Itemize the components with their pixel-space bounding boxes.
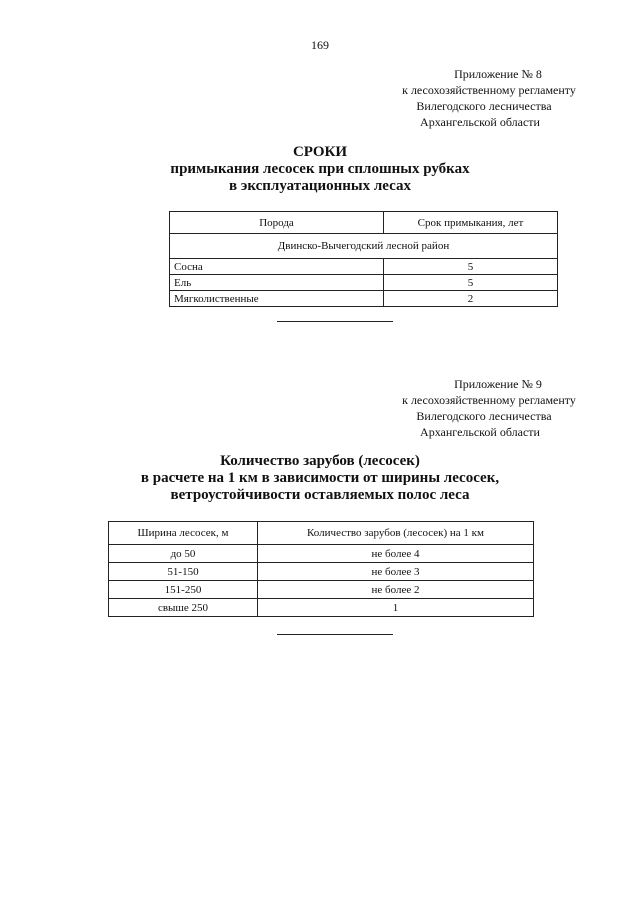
header-adjacency-period: Срок примыкания, лет: [384, 212, 558, 234]
header-species: Порода: [170, 212, 384, 234]
section-2-title: [0, 453, 640, 504]
region-name: Двинско-Вычегодский лесной район: [170, 234, 558, 259]
section-2-title-line-2: в расчете на 1 км в зависимости от ширины лесосек,: [140, 470, 500, 486]
appendix-8-header: [350, 66, 610, 130]
appendix-9-line-2: к лесохозяйственному регламенту: [402, 393, 576, 407]
section-1-title-line-3: в эксплуатационных лесах: [229, 178, 411, 194]
years-cell: 5: [384, 275, 558, 291]
width-cell: до 50: [109, 545, 258, 563]
adjacency-periods-table: [169, 211, 558, 307]
table-row: [109, 563, 534, 581]
appendix-9-line-1: Приложение № 9: [454, 377, 542, 391]
appendix-9-header: [350, 376, 610, 440]
header-count: Количество зарубов (лесосек) на 1 км: [258, 522, 534, 545]
table-row: [109, 599, 534, 617]
count-cell: не более 3: [258, 563, 534, 581]
table-row: [109, 545, 534, 563]
table-header-row: [109, 522, 534, 545]
count-cell: не более 2: [258, 581, 534, 599]
header-width: Ширина лесосек, м: [109, 522, 258, 545]
appendix-8-line-1: Приложение № 8: [454, 67, 542, 81]
width-cell: свыше 250: [109, 599, 258, 617]
region-row: [170, 234, 558, 259]
appendix-8-line-2: к лесохозяйственному регламенту: [402, 83, 576, 97]
appendix-8-line-4: Архангельской области: [420, 115, 540, 129]
years-cell: 2: [384, 291, 558, 307]
section-2-title-line-1: Количество зарубов (лесосек): [220, 453, 420, 469]
section-1-title-line-1: СРОКИ: [292, 144, 348, 160]
width-cell: 51-150: [109, 563, 258, 581]
table-row: [170, 275, 558, 291]
table-row: [109, 581, 534, 599]
table-row: [170, 259, 558, 275]
section-divider-1: [277, 321, 393, 322]
section-1-title: [0, 144, 640, 195]
appendix-9-line-4: Архангельской области: [420, 425, 540, 439]
width-cell: 151-250: [109, 581, 258, 599]
appendix-9-line-3: Вилегодского лесничества: [416, 409, 552, 423]
species-cell: Сосна: [170, 259, 384, 275]
count-cell: 1: [258, 599, 534, 617]
species-cell: Ель: [170, 275, 384, 291]
section-1-title-line-2: примыкания лесосек при сплошных рубках: [170, 161, 470, 177]
section-2-title-line-3: ветроустойчивости оставляемых полос леса: [170, 487, 470, 503]
species-cell: Мягколиственные: [170, 291, 384, 307]
years-cell: 5: [384, 259, 558, 275]
section-divider-2: [277, 634, 393, 635]
appendix-8-line-3: Вилегодского лесничества: [416, 99, 552, 113]
table-row: [170, 291, 558, 307]
page-number: 169: [311, 38, 329, 52]
table-header-row: [170, 212, 558, 234]
cuttings-per-km-table: [108, 521, 534, 617]
count-cell: не более 4: [258, 545, 534, 563]
